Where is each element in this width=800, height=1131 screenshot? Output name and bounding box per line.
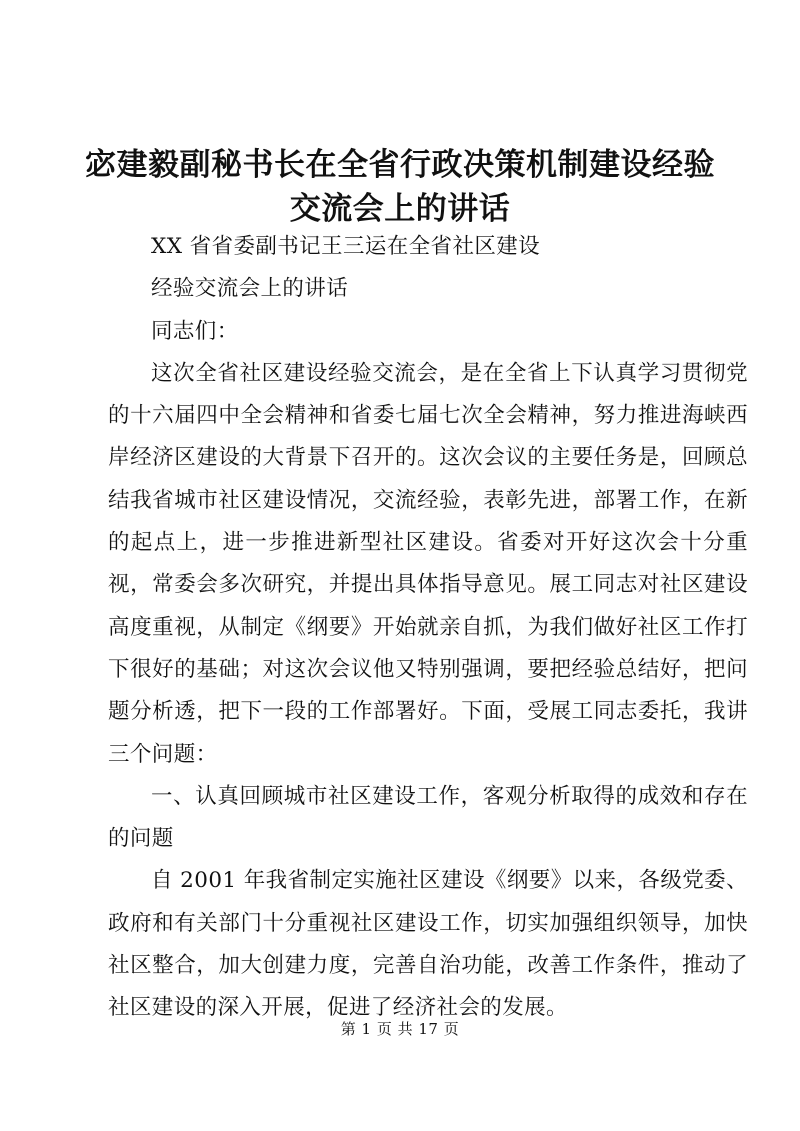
title-line-1: 宓建毅副秘书长在全省行政决策机制建设经验 [85,147,715,183]
paragraph-intro: 这次全省社区建设经验交流会，是在全省上下认真学习贯彻党的十六届四中全会精神和省委七届七次全会精神，努力推进海峡西岸经济区建设的大背景下召开的。这次会议的主要任务是，回顾总结我省城市社区建设情况，交流经验，表彰先进，部署工作，在新的起点上，进一步推进新型社区建设。省委对开好这次会十分重视，常委会多次研究，并提出具体指导意见。展工同志对社区建设高度重视，从制定《纲要》开始就亲自抓，为我们做好社区工作打下很好的基础；对这次会议他又特别强调，要把经验总结好，把问题分析透，把下一段的工作部署好。下面，受展工同志委托，我讲三个问题： [108,360,748,767]
subtitle-line-1: XX 省省委副书记王三运在全省社区建设 [151,234,541,259]
page-number-footer: 第 1 页 共 17 页 [340,1020,460,1038]
title-line-2: 交流会上的讲话 [289,191,511,227]
subtitle-line-2: 经验交流会上的讲话 [151,276,349,302]
document-body [108,226,748,1030]
salutation: 同志们： [151,318,239,344]
paragraph-section-1: 自 2001 年我省制定实施社区建设《纲要》以来，各级党委、政府和有关部门十分重视社区建设工作，切实加强组织领导，加快社区整合，加大创建力度，完善自治功能，改善工作条件，推动了社区建设的深入开展，促进了经济社会的发展。 [108,868,748,1021]
section-heading-1: 一、认真回顾城市社区建设工作，客观分析取得的成效和存在的问题 [108,783,748,852]
document-title [60,143,740,231]
